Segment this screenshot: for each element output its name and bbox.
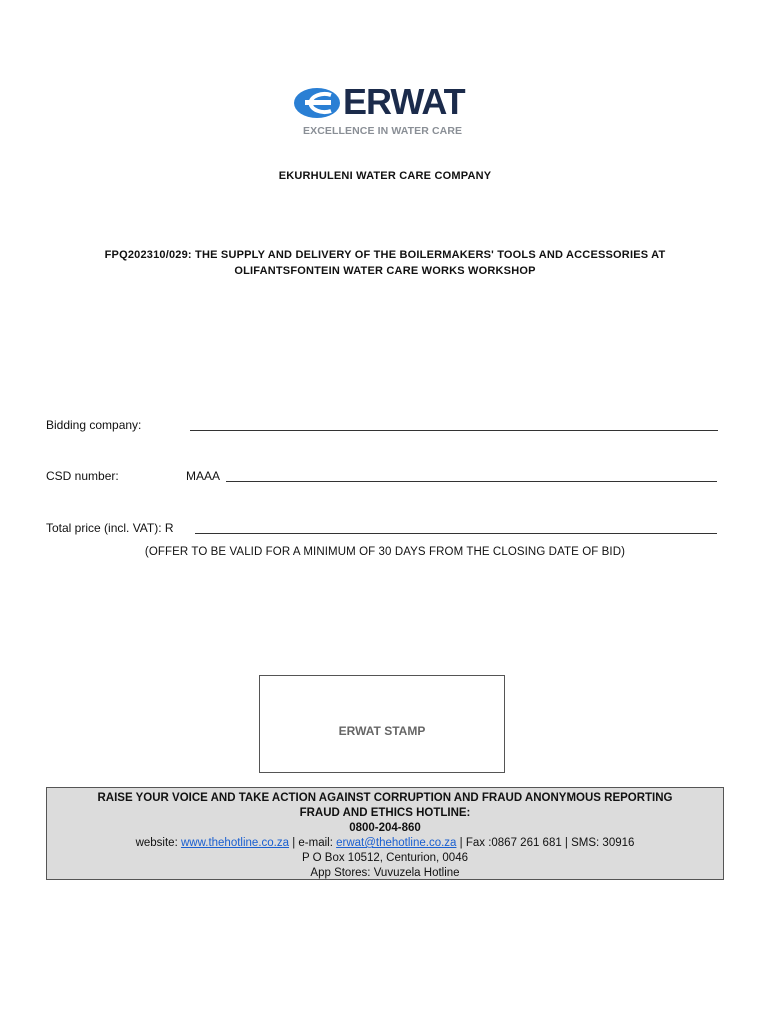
hotline-line-2: FRAUD AND ETHICS HOTLINE:	[299, 807, 471, 819]
document-title	[70, 247, 700, 279]
title-line-2: OLIFANTSFONTEIN WATER CARE WORKS WORKSHOP	[234, 265, 536, 277]
total-price-field[interactable]	[195, 533, 717, 534]
hotline-phone: 0800-204-860	[349, 822, 421, 834]
erwat-logo	[293, 82, 483, 142]
offer-validity-note: (OFFER TO BE VALID FOR A MINIMUM OF 30 DAYS FROM THE CLOSING DATE OF BID)	[144, 546, 626, 558]
app-stores: App Stores: Vuvuzela Hotline	[310, 867, 460, 879]
bidding-company-label: Bidding company:	[46, 418, 142, 432]
bidding-company-field[interactable]	[190, 430, 718, 431]
email-link[interactable]: erwat@thehotline.co.za	[336, 837, 457, 849]
logo-wordmark: ERWAT	[343, 81, 465, 122]
stamp-box	[259, 675, 505, 773]
company-name: EKURHULENI WATER CARE COMPANY	[278, 170, 492, 182]
erwat-logo-icon	[293, 86, 341, 120]
total-price-label: Total price (incl. VAT): R	[46, 521, 174, 535]
hotline-box	[46, 787, 724, 880]
website-label: website:	[135, 837, 181, 849]
hotline-contacts	[47, 836, 723, 851]
title-line-1: FPQ202310/029: THE SUPPLY AND DELIVERY OF THE BOILERMAKERS' TOOLS AND ACCESSORIES AT	[104, 249, 666, 261]
postal-address: P O Box 10512, Centurion, 0046	[301, 852, 468, 864]
fax-sms: | Fax :0867 261 681 | SMS: 30916	[456, 837, 635, 849]
website-link[interactable]: www.thehotline.co.za	[180, 837, 290, 849]
email-label: | e-mail:	[289, 837, 337, 849]
logo-tagline: EXCELLENCE IN WATER CARE	[303, 125, 463, 137]
csd-number-label: CSD number:	[46, 469, 119, 483]
csd-number-field[interactable]	[226, 481, 717, 482]
hotline-line-1: RAISE YOUR VOICE AND TAKE ACTION AGAINST CORRUPTION AND FRAUD ANONYMOUS REPORTING	[97, 792, 673, 804]
csd-prefix: MAAA	[186, 469, 221, 483]
stamp-label: ERWAT STAMP	[338, 724, 426, 738]
